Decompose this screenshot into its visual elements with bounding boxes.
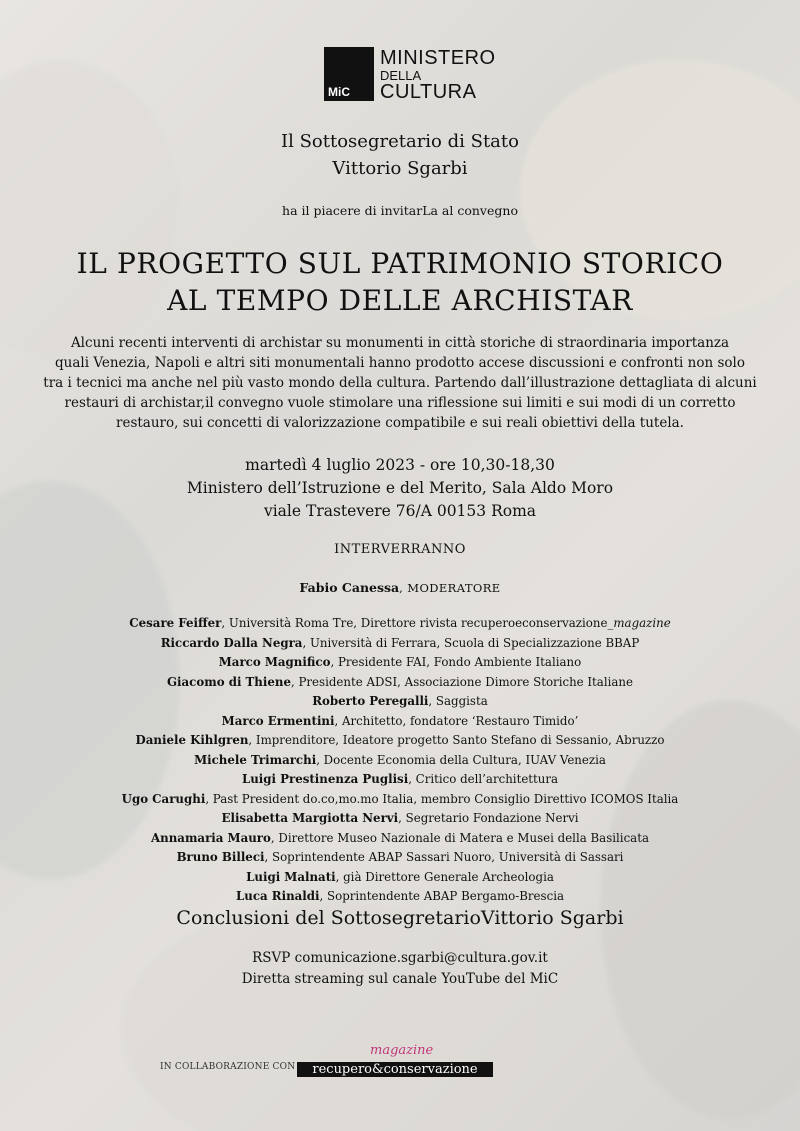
speaker-name: Luigi Malnati	[246, 869, 336, 884]
speaker-name: Annamaria Mauro	[151, 830, 271, 845]
description-line: quali Venezia, Napoli e altri siti monumentali hanno prodotto accese discussioni e confronti non solo	[55, 355, 745, 371]
speaker-role: , Presidente ADSI, Associazione Dimore Storiche Italiane	[290, 674, 633, 689]
speaker-name: Daniele Kihlgren	[135, 733, 249, 747]
speaker-name: Elisabetta Margiotta Nervi	[221, 811, 399, 825]
title-line2: AL TEMPO DELLE ARCHISTAR	[167, 284, 633, 317]
header-line2: Vittorio Sgarbi	[332, 158, 468, 179]
streaming-note: Diretta streaming sul canale YouTube del MiC	[241, 971, 559, 987]
speaker-role: , Segretario Fondazione Nervi	[398, 811, 579, 825]
rsvp-email[interactable]: RSVP comunicazione.sgarbi@cultura.gov.it	[252, 950, 548, 966]
description-line: Alcuni recenti interventi di archistar su monumenti in città storiche di straordinaria importanza	[70, 335, 730, 351]
speaker-name: Ugo Carughi	[121, 791, 206, 806]
list-item	[0, 887, 800, 907]
brand-magazine-label: magazine	[370, 1043, 434, 1058]
speaker-role: , Soprintendente ABAP Sassari Nuoro, Università di Sassari	[264, 850, 624, 864]
logo-line2: DELLA	[380, 68, 422, 83]
speaker-role: , Direttore Museo Nazionale di Matera e Musei della Basilicata	[270, 830, 649, 845]
collaboration-label: IN COLLABORAZIONE CON	[160, 1062, 296, 1072]
speaker-role: , Università di Ferrara, Scuola di Specializzazione BBAP	[302, 635, 640, 650]
list-item	[0, 790, 800, 810]
header-line1: Il Sottosegretario di Stato	[281, 131, 519, 152]
list-item	[0, 692, 800, 712]
logo-line3: CULTURA	[380, 81, 477, 103]
moderator	[0, 580, 800, 595]
partner-logo-recuperoeconservazione: recupero&conservazione	[297, 1062, 493, 1077]
speakers-heading: INTERVERRANNO	[334, 542, 466, 557]
speaker-role: , Presidente FAI, Fondo Ambiente Italiano	[330, 655, 582, 669]
speaker-role: , Architetto, fondatore ‘Restauro Timido’	[334, 713, 579, 728]
logo-mark-text: MiC	[328, 85, 350, 99]
speaker-name: Bruno Billeci	[176, 850, 265, 864]
list-item	[0, 809, 800, 829]
description-line: restauro, sui concetti di valorizzazione compatibile e sui reali obiettivi della tutela.	[116, 415, 684, 431]
list-item	[0, 731, 800, 751]
list-item	[0, 634, 800, 654]
speaker-name: Luca Rinaldi	[236, 889, 320, 903]
logo-line1: MINISTERO	[380, 47, 496, 69]
speaker-name: Marco Magnifico	[218, 655, 331, 669]
speaker-role: , Soprintendente ABAP Bergamo-Brescia	[319, 889, 564, 903]
speaker-role: , Saggista	[428, 694, 488, 708]
speaker-role: , già Direttore Generale Archeologia	[335, 869, 554, 884]
speaker-role-italic: magazine	[613, 616, 671, 630]
invite-text: ha il piacere di invitarLa al convegno	[282, 203, 518, 218]
list-item	[0, 770, 800, 790]
speaker-name: Marco Ermentini	[221, 713, 335, 728]
title-line1: IL PROGETTO SUL PATRIMONIO STORICO	[76, 247, 724, 280]
speaker-name: Cesare Feiffer	[129, 616, 222, 630]
speaker-role: , Università Roma Tre, Direttore rivista recuperoeconservazione_	[221, 616, 614, 630]
speaker-role: , Docente Economia della Cultura, IUAV Venezia	[316, 752, 606, 767]
moderator-role: , MODERATORE	[399, 581, 501, 595]
list-item	[0, 712, 800, 732]
speaker-name: Giacomo di Thiene	[166, 674, 291, 689]
speaker-role: , Past President do.co,mo.mo Italia, membro Consiglio Direttivo ICOMOS Italia	[205, 791, 679, 806]
speaker-list	[0, 614, 800, 907]
list-item	[0, 673, 800, 693]
ministry-logo	[324, 45, 494, 105]
list-item	[0, 868, 800, 888]
conclusion: Conclusioni del SottosegretarioVittorio Sgarbi	[176, 907, 624, 929]
list-item	[0, 751, 800, 771]
event-date: martedì 4 luglio 2023 - ore 10,30-18,30	[245, 456, 555, 474]
description-line: restauri di archistar,il convegno vuole stimolare una riflessione sui limiti e sui modi di un corretto	[64, 395, 736, 411]
description-line: tra i tecnici ma anche nel più vasto mondo della cultura. Partendo dall’illustrazione dettagliata di alcuni	[43, 375, 757, 391]
event-venue: Ministero dell’Istruzione e del Merito, Sala Aldo Moro	[186, 479, 614, 497]
list-item	[0, 653, 800, 673]
list-item	[0, 848, 800, 868]
speaker-name: Riccardo Dalla Negra	[160, 635, 303, 650]
list-item	[0, 829, 800, 849]
list-item	[0, 614, 800, 634]
speaker-name: Michele Trimarchi	[194, 752, 317, 767]
speaker-role: , Imprenditore, Ideatore progetto Santo Stefano di Sessanio, Abruzzo	[248, 733, 665, 747]
speaker-role: , Critico dell’architettura	[408, 772, 559, 786]
event-address: viale Trastevere 76/A 00153 Roma	[263, 502, 537, 520]
speaker-name: Roberto Peregalli	[312, 694, 429, 708]
moderator-name: Fabio Canessa	[299, 580, 400, 595]
speaker-name: Luigi Prestinenza Puglisi	[241, 772, 409, 786]
